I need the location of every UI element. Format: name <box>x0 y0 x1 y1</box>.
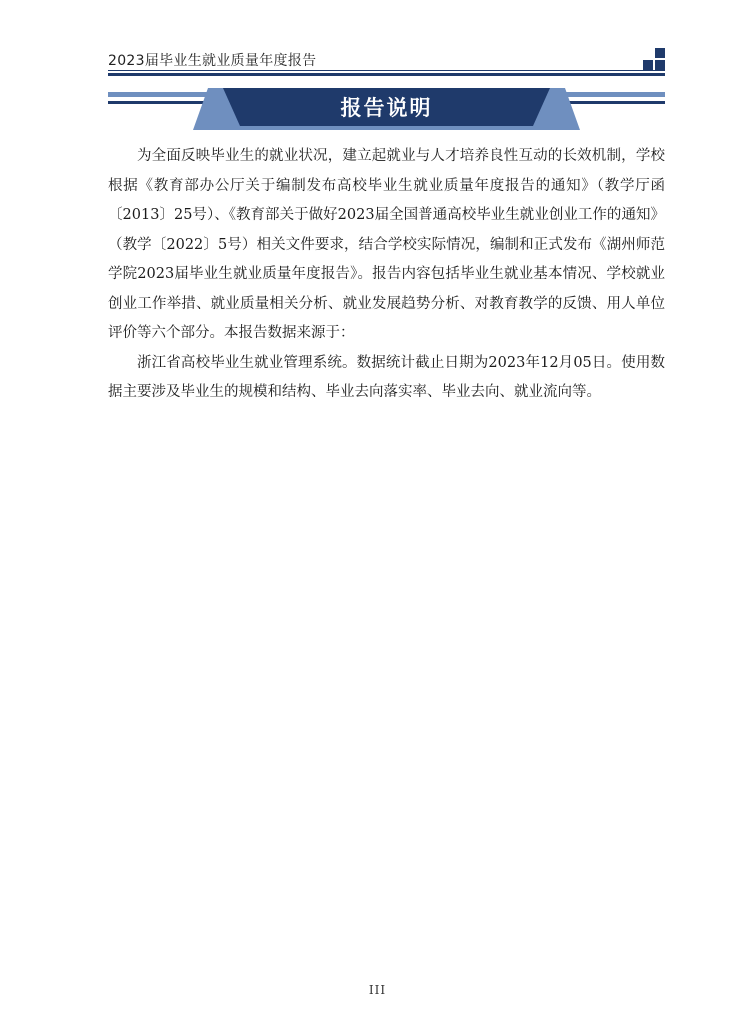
report-logo-icon <box>643 48 665 70</box>
header-title: 2023届毕业生就业质量年度报告 <box>108 53 317 69</box>
body-text <box>108 142 665 408</box>
header-rule-thick <box>108 73 665 76</box>
section-banner <box>108 88 665 130</box>
header-rule-thin <box>108 70 665 71</box>
paragraph-intro: 为全面反映毕业生的就业状况，建立起就业与人才培养良性互动的长效机制，学校根据《教育部办公厅关于编制发布高校毕业生就业质量年度报告的通知》（教学厅函〔2013〕25号）、《教育部关于做好2023届全国普通高校毕业生就业创业工作的通知》（教学〔2022〕5号）相关文件要求，结合学校实际情况，编制和正式发布《湖州师范学院2023届毕业生就业质量年度报告》。报告内容包括毕业生就业基本情况、学校就业创业工作举措、就业质量相关分析、就业发展趋势分析、对教育教学的反馈、用人单位评价等六个部分。本报告数据来源于： <box>108 148 665 341</box>
paragraph-data-source: 浙江省高校毕业生就业管理系统。数据统计截止日期为2023年12月05日。使用数据主要涉及毕业生的规模和结构、毕业去向落实率、毕业去向、就业流向等。 <box>108 354 665 400</box>
page-number: III <box>368 983 387 997</box>
section-title: 报告说明 <box>340 96 433 120</box>
